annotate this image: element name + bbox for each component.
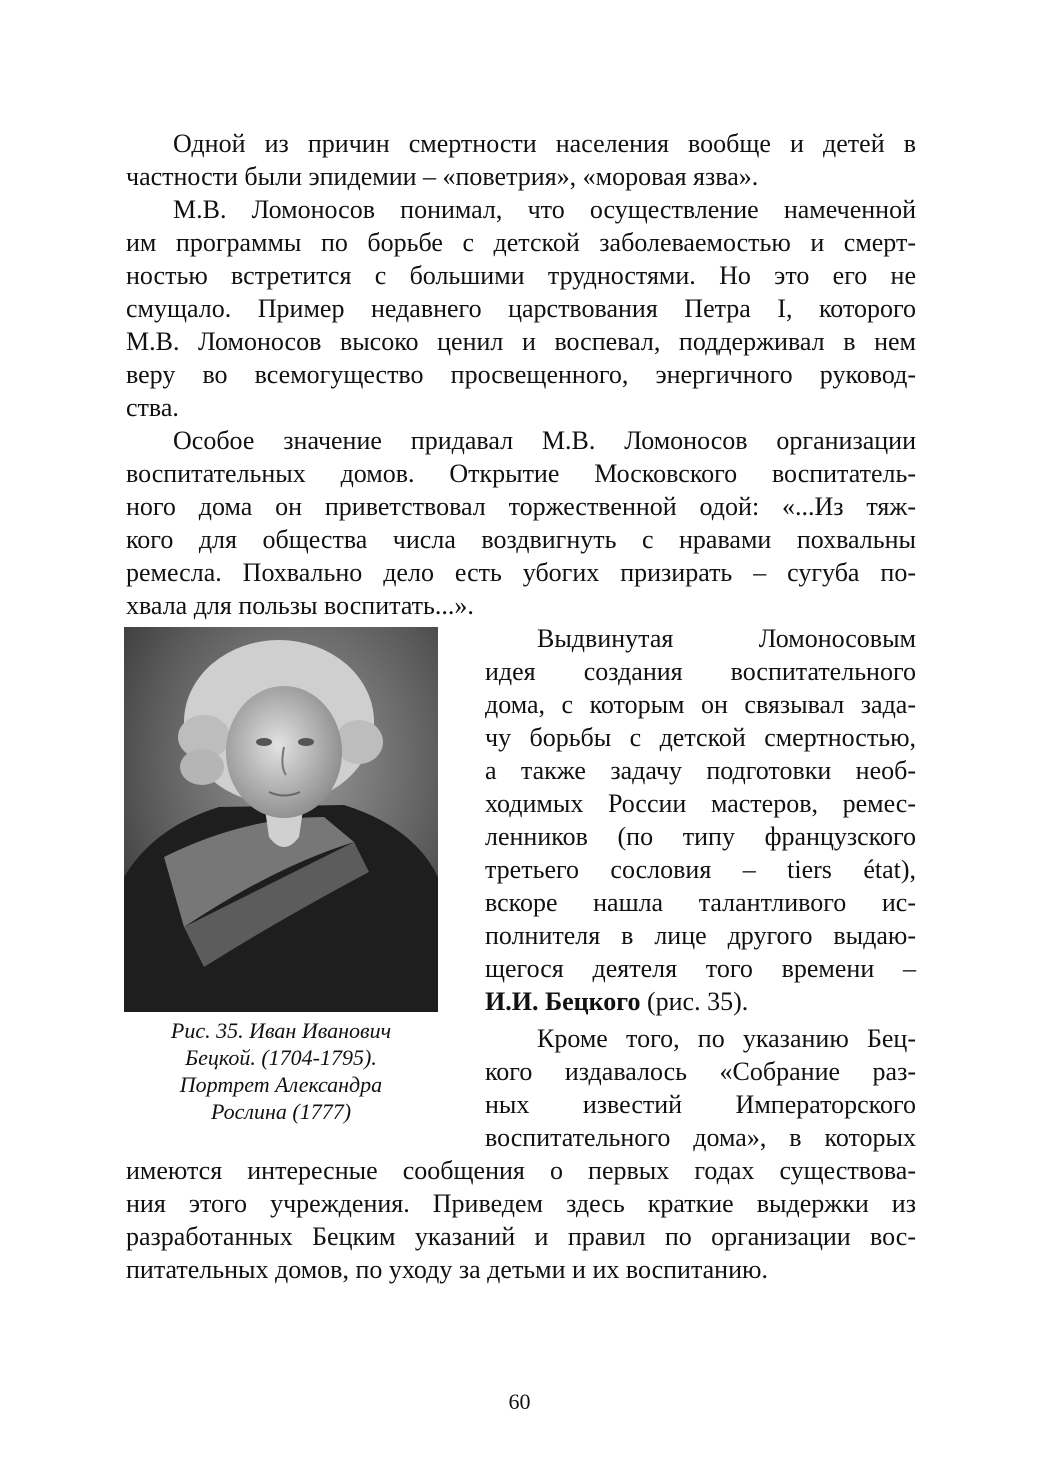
- text-line: воспитательных домов. Открытие Московского воспитатель-: [126, 459, 916, 488]
- text-line: питательных домов, по уходу за детьми и их воспитанию.: [126, 1255, 768, 1284]
- text-line: им программы по борьбе с детской заболеваемостью и смерт-: [126, 228, 916, 257]
- person-name: И.И. Бецкого: [485, 987, 641, 1016]
- figure-caption-line: Рис. 35. Иван Иванович: [170, 1018, 392, 1043]
- text-line: ленников (по типу французского: [485, 822, 916, 851]
- text-line: ства.: [126, 393, 179, 422]
- text-line: имеются интересные сообщения о первых годах существова-: [126, 1156, 916, 1185]
- text-line: дома, с которым он связывал зада-: [485, 690, 916, 719]
- text-line: смущало. Пример недавнего царствования Петра I, которого: [126, 294, 916, 323]
- text-line: разработанных Бецким указаний и правил по организации вос-: [126, 1222, 916, 1251]
- text-line: Одной из причин смертности населения вообще и детей в: [173, 129, 916, 158]
- text-line: М.В. Ломоносов высоко ценил и воспевал, поддерживал в нем: [126, 327, 916, 356]
- figure-caption-line: Рослина (1777): [210, 1099, 352, 1124]
- text-line: идея создания воспитательного: [485, 657, 916, 686]
- text-line: хвала для пользы воспитать...».: [126, 591, 474, 620]
- text-line: полнителя в лице другого выдаю-: [485, 921, 916, 950]
- text-line: кого издавалось «Собрание раз-: [485, 1057, 916, 1086]
- text-line: Особое значение придавал М.В. Ломоносов организации: [173, 426, 916, 455]
- text-line: Выдвинутая Ломоносовым: [537, 624, 916, 653]
- text-line: Кроме того, по указанию Бец-: [537, 1024, 916, 1053]
- text-line: а также задачу подготовки необ-: [485, 756, 916, 785]
- text-line: чу борьбы с детской смертностью,: [485, 723, 916, 752]
- text-line: [485, 985, 916, 1018]
- text-line: кого для общества числа воздвигнуть с нравами похвальны: [126, 525, 916, 554]
- text-line: вскоре нашла талантливого ис-: [485, 888, 916, 917]
- portrait-image: [124, 627, 438, 1012]
- text-line: третьего сословия – tiers état),: [485, 855, 916, 884]
- page-number: 60: [508, 1389, 531, 1414]
- text-line: ния этого учреждения. Приведем здесь краткие выдержки из: [126, 1189, 916, 1218]
- text-line: М.В. Ломоносов понимал, что осуществление намеченной: [173, 195, 916, 224]
- figure-reference: (рис. 35).: [640, 987, 749, 1016]
- text-line: ходимых России мастеров, ремес-: [485, 789, 916, 818]
- text-line: ностью встретится с большими трудностями. Но это его не: [126, 261, 916, 290]
- text-line: веру во всемогущество просвещенного, энергичного руковод-: [126, 360, 916, 389]
- text-line: ного дома он приветствовал торжественной одой: «...Из тяж-: [126, 492, 916, 521]
- figure-caption-line: Бецкой. (1704-1795).: [185, 1045, 377, 1070]
- figure-caption-line: Портрет Александра: [179, 1072, 383, 1097]
- text-line: ремесла. Похвально дело есть убогих призирать – сугуба по-: [126, 558, 916, 587]
- text-line: щегося деятеля того времени –: [485, 954, 916, 983]
- portrait-illustration: [124, 627, 438, 1012]
- text-line: частности были эпидемии – «поветрия», «моровая язва».: [126, 162, 759, 191]
- text-line: ных известий Императорского: [485, 1090, 916, 1119]
- text-line: воспитательного дома», в которых: [485, 1123, 916, 1152]
